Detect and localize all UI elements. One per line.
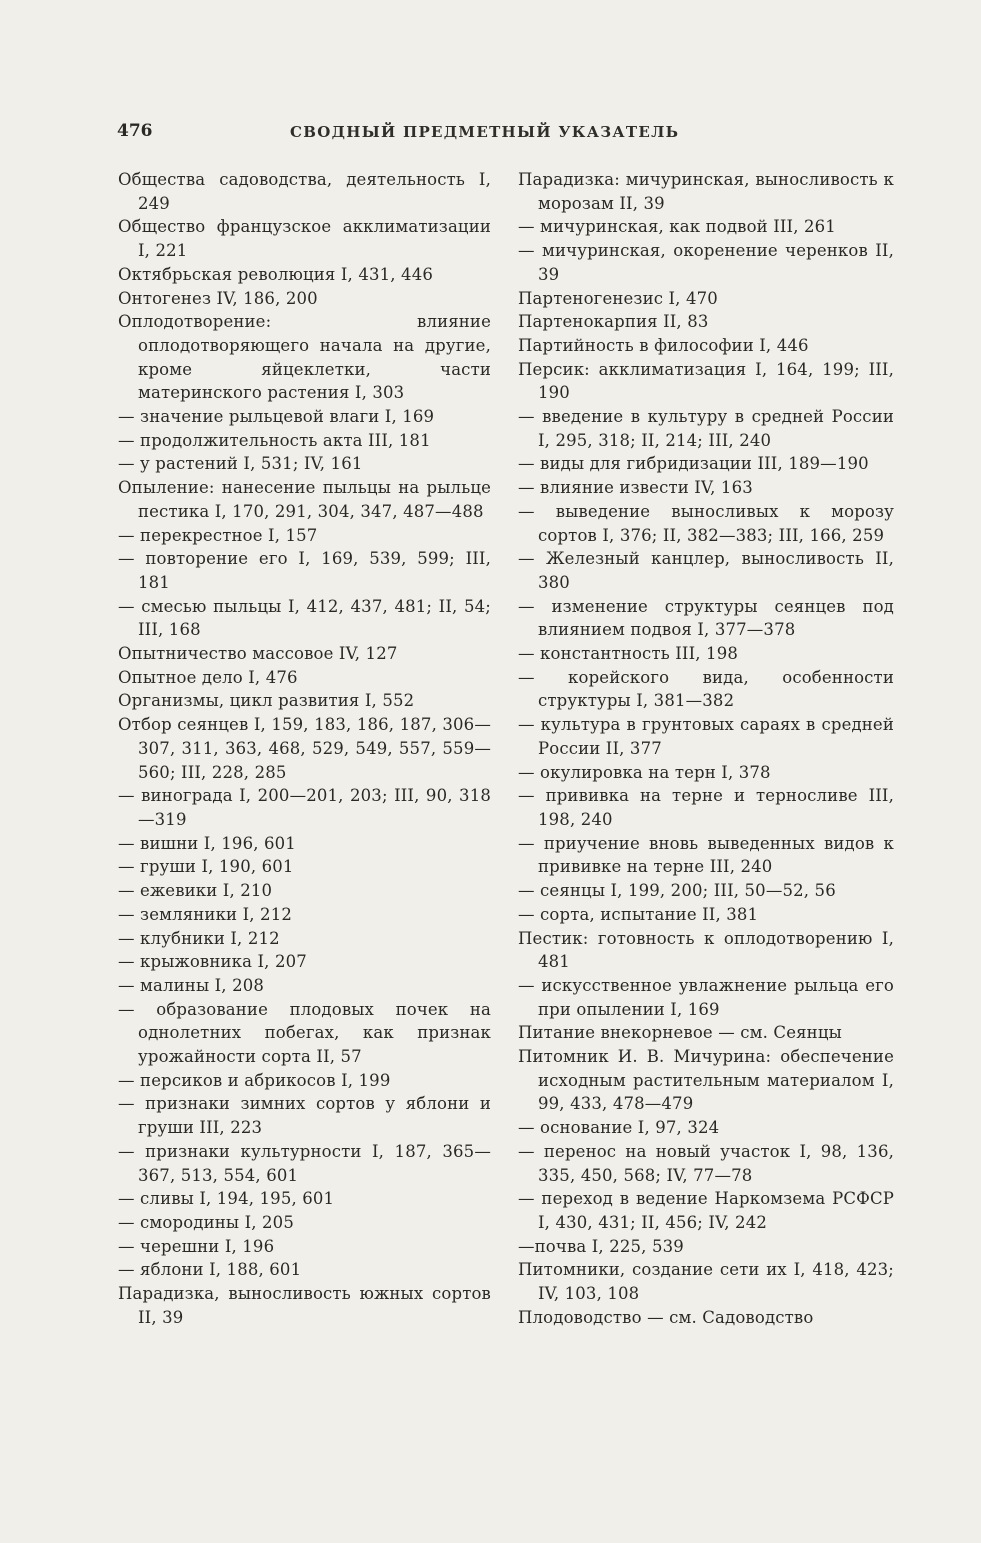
index-entry: — вишни I, 196, 601 [118,833,296,853]
index-entry: — ежевики I, 210 [118,881,273,901]
index-entry: — приучение вновь выведенных видов к прививке на терне III, 240 [518,833,894,877]
index-entry: — крыжовника I, 207 [118,952,307,972]
index-entry: Организмы, цикл развития I, 552 [118,691,415,711]
index-entry: Партеногенезис I, 470 [518,288,718,308]
index-entry: — значение рыльцевой влаги I, 169 [118,407,435,427]
index-entry: Опыление: нанесение пыльцы на рыльце пестика I, 170, 291, 304, 347, 487—488 [118,478,491,521]
index-entry: — смородины I, 205 [118,1212,294,1232]
index-entry: — прививка на терне и терносливе III, 198, 240 [518,786,894,829]
index-entry: Питание внекорневое — см. Сеянцы [518,1023,842,1043]
index-column-right [518,168,894,1329]
index-entry: — сорта, испытание II, 381 [518,904,759,924]
index-entry: — повторение его I, 169, 539, 599; III, 181 [118,549,491,592]
index-entry: — мичуринская, окоренение черенков II, 39 [518,241,894,284]
index-entry: — введение в культуру в средней России I, 295, 318; II, 214; III, 240 [518,407,894,450]
index-entry: Общество французское акклиматизации I, 221 [118,217,491,261]
index-entry: — константность III, 198 [518,644,738,664]
index-entry: — выведение выносливых к морозу сортов I, 376; II, 382—383; III, 166, 259 [518,501,894,545]
index-entry: — искусственное увлажнение рыльца его при опылении I, 169 [518,975,894,1019]
index-entry: Онтогенез IV, 186, 200 [118,288,318,308]
index-entry: — переход в ведение Наркомзема РСФСР I, 430, 431; II, 456; IV, 242 [518,1189,894,1232]
index-entry: — признаки культурности I, 187, 365—367, 513, 554, 601 [118,1141,491,1185]
index-entry: — груши I, 190, 601 [118,857,294,877]
index-entry: — персиков и абрикосов I, 199 [118,1070,391,1090]
index-entry: Персик: акклиматизация I, 164, 199; III, 190 [518,359,894,403]
index-entry: — мичуринская, как подвой III, 261 [518,217,836,237]
index-entry: — винограда I, 200—201, 203; III, 90, 318—319 [118,786,491,829]
index-entry: Парадизка: мичуринская, выносливость к морозам II, 39 [518,170,894,213]
index-entry: — у растений I, 531; IV, 161 [118,454,363,474]
index-entry: Плодоводство — см. Садоводство [518,1307,814,1327]
index-entry: — черешни I, 196 [118,1236,275,1256]
index-entry: Опытное дело I, 476 [118,667,298,687]
index-entry: — земляники I, 212 [118,904,292,924]
index-entry: — перекрестное I, 157 [118,525,318,545]
index-entry: Общества садоводства, деятельность I, 249 [118,170,491,213]
index-entry: Опытничество массовое IV, 127 [118,644,398,664]
running-title: СВОДНЫЙ ПРЕДМЕТНЫЙ УКАЗАТЕЛЬ [290,123,680,141]
index-entry: Партенокарпия II, 83 [518,312,709,332]
index-entry: — перенос на новый участок I, 98, 136, 335, 450, 568; IV, 77—78 [518,1141,894,1185]
index-entry: Пестик: готовность к оплодотворению I, 481 [518,928,894,972]
index-entry: Октябрьская революция I, 431, 446 [118,264,433,284]
index-entry: Партийность в философии I, 446 [518,335,809,355]
index-entry: — признаки зимних сортов у яблони и груши III, 223 [118,1094,491,1138]
index-entry: — окулировка на терн I, 378 [518,762,771,782]
index-entry: — сливы I, 194, 195, 601 [118,1189,335,1209]
index-entry: — изменение структуры сеянцев под влиянием подвоя I, 377—378 [518,596,894,640]
index-entry: — яблони I, 188, 601 [118,1260,302,1280]
index-entry: — влияние извести IV, 163 [518,478,753,498]
index-entry: Питомники, создание сети их I, 418, 423; IV, 103, 108 [518,1260,894,1304]
index-entry: — основание I, 97, 324 [518,1118,720,1138]
index-entry: — смесью пыльцы I, 412, 437, 481; II, 54; III, 168 [118,596,491,640]
index-entry: Питомник И. В. Мичурина: обеспечение исходным растительным материалом I, 99, 433, 478—479 [518,1047,894,1114]
index-entry: — культура в грунтовых сараях в средней России II, 377 [518,715,894,758]
index-entry: — корейского вида, особенности структуры I, 381—382 [518,667,894,711]
index-entry: — сеянцы I, 199, 200; III, 50—52, 56 [518,881,836,901]
index-entry: Парадизка, выносливость южных сортов II, 39 [118,1284,491,1327]
page-number: 476 [117,121,153,141]
index-entry: — малины I, 208 [118,975,265,995]
index-entry: — виды для гибридизации III, 189—190 [518,454,869,474]
index-entry: — продолжительность акта III, 181 [118,430,431,450]
index-entry: —почва I, 225, 539 [518,1236,684,1256]
index-column-left [118,168,491,1329]
index-entry: — Железный канцлер, выносливость II, 380 [518,549,894,592]
index-entry: — образование плодовых почек на однолетних побегах, как признак урожайности сорта II, 57 [118,999,491,1067]
index-entry: — клубники I, 212 [118,928,280,948]
index-entry: Оплодотворение: влияние оплодотворяющего начала на другие, кроме яйцеклетки, части материнского растения I, 303 [118,312,491,403]
index-entry: Отбор сеянцев I, 159, 183, 186, 187, 306—307, 311, 363, 468, 529, 549, 557, 559—560; III, 228, 285 [118,715,491,782]
